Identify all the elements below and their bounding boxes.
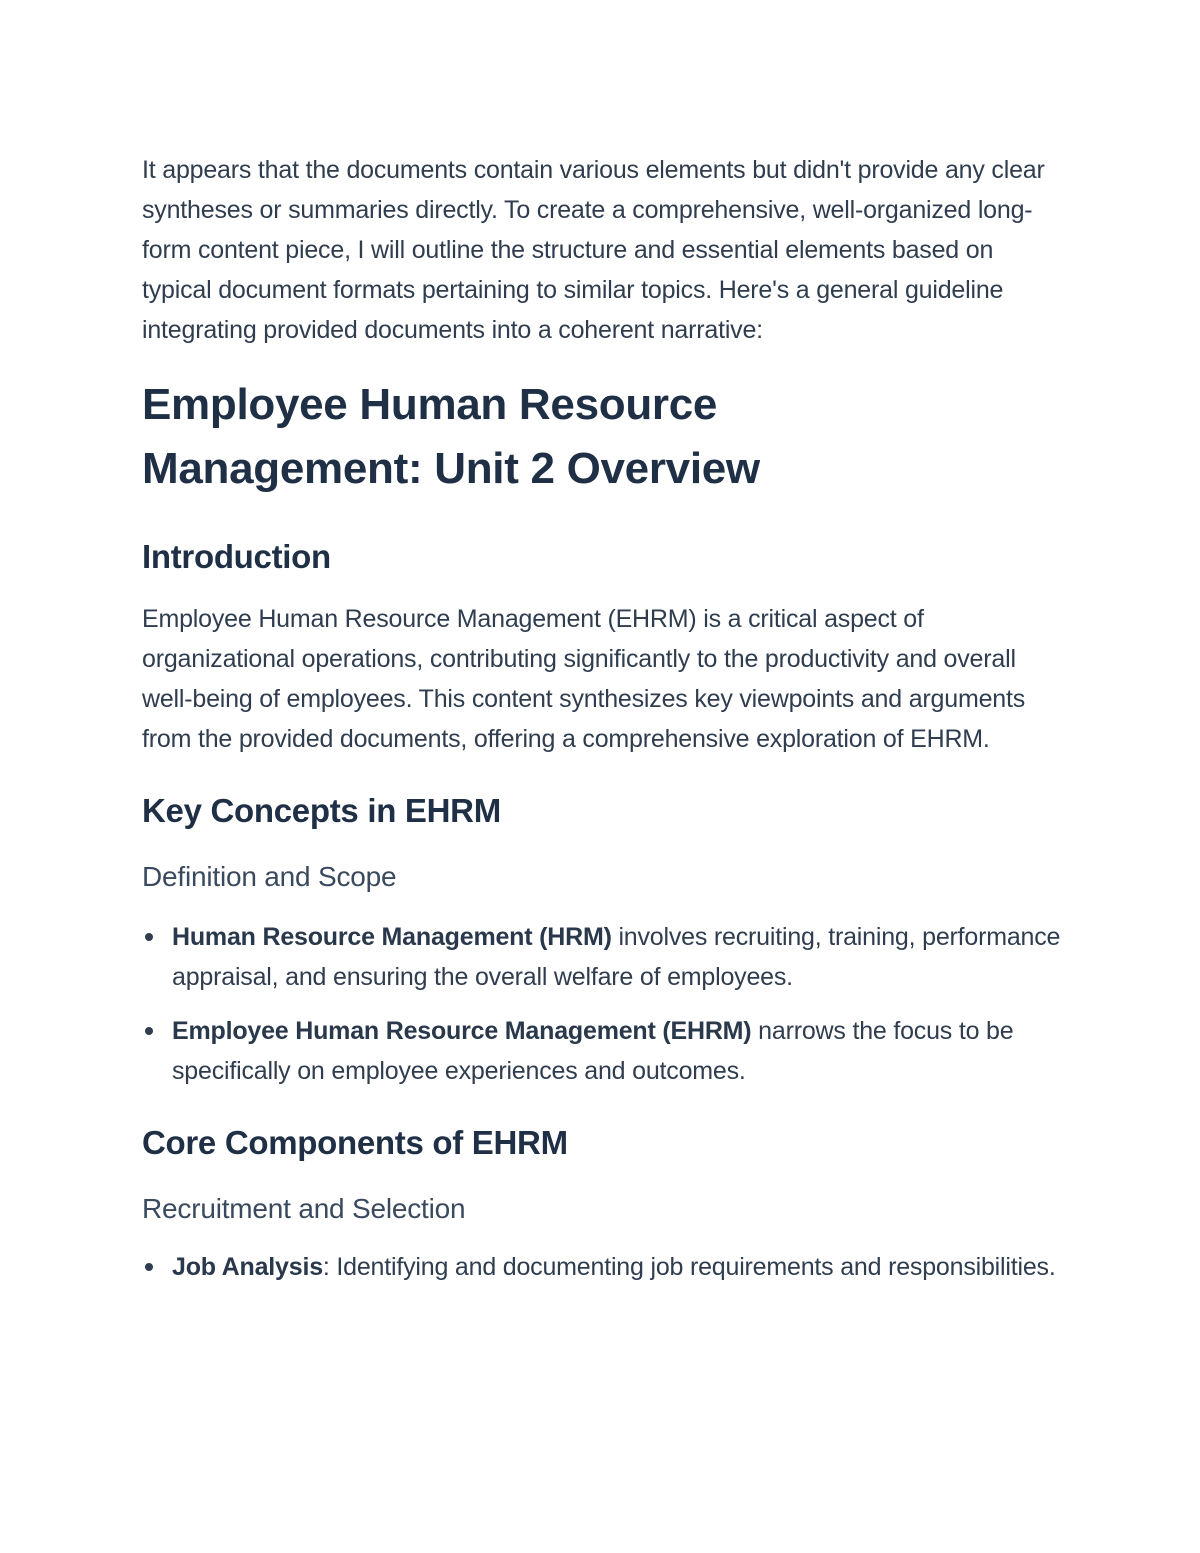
- list-item-term: Human Resource Management (HRM): [172, 923, 612, 951]
- intro-paragraph: It appears that the documents contain various elements but didn't provide any clear syntheses or summaries directly. To create a comprehensive, well-organized long-form content piece, I will outline the structure and essential elements based on typical document formats pertaining to similar topics. Here's a general guideline integrating provided documents into a coherent narrative:: [142, 156, 1045, 344]
- list-item-term: Job Analysis: [172, 1253, 323, 1281]
- list-item-term: Employee Human Resource Management (EHRM): [172, 1017, 752, 1045]
- bullet-icon: [145, 1027, 153, 1035]
- definition-list: [142, 917, 1062, 1091]
- recruitment-selection-subheading: Recruitment and Selection: [142, 1193, 466, 1224]
- title-line-2: Management: Unit 2 Overview: [142, 444, 760, 493]
- list-item: [142, 1011, 1062, 1091]
- bullet-icon: [145, 1263, 153, 1271]
- document-page: [142, 150, 1062, 1287]
- definition-scope-subheading: Definition and Scope: [142, 861, 397, 892]
- list-item-text: narrows the focus to be specifically on employee experiences and outcomes.: [172, 1017, 1014, 1085]
- introduction-heading: Introduction: [142, 538, 331, 575]
- list-item-text: : Identifying and documenting job requirements and responsibilities.: [322, 1253, 1056, 1281]
- recruitment-list: [142, 1247, 1062, 1287]
- list-item-text: involves recruiting, training, performance appraisal, and ensuring the overall welfare of employees.: [172, 923, 1061, 991]
- list-item: [142, 1247, 1062, 1287]
- title-line-1: Employee Human Resource: [142, 380, 718, 429]
- key-concepts-heading: Key Concepts in EHRM: [142, 792, 501, 829]
- core-components-heading: Core Components of EHRM: [142, 1124, 568, 1161]
- list-item: [142, 917, 1062, 997]
- document-title: [142, 373, 1062, 501]
- bullet-icon: [145, 933, 153, 941]
- introduction-paragraph: Employee Human Resource Management (EHRM) is a critical aspect of organizational operations, contributing significantly to the productivity and overall well-being of employees. This content synthesizes key viewpoints and arguments from the provided documents, offering a comprehensive exploration of EHRM.: [142, 605, 1026, 753]
